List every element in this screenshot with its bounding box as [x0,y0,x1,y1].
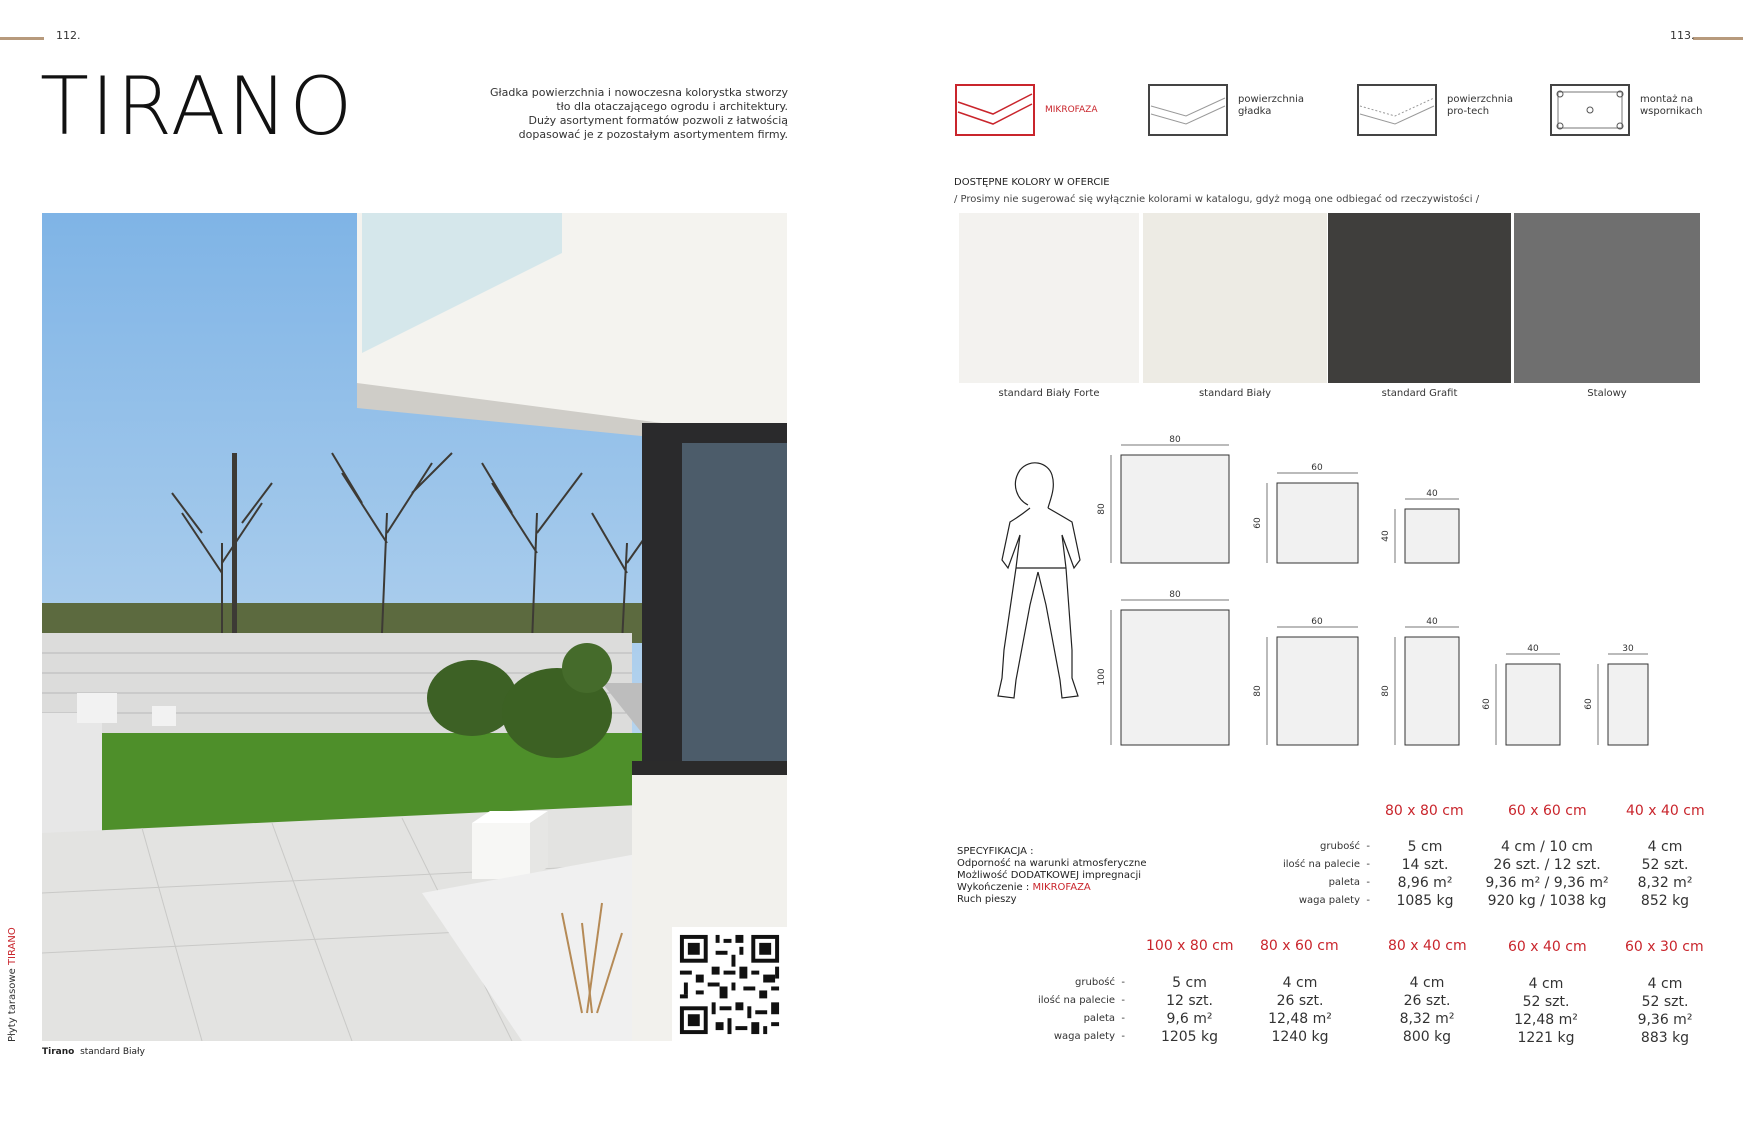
photo-caption: Tirano standard Biały [42,1047,145,1057]
tile-80x80 [1111,445,1229,563]
pro-tech-surface-icon [1357,84,1437,136]
table-1-col-80x80: 5 cm 14 szt. 8,96 m² 1085 kg [1396,839,1454,909]
tile-30x60 [1598,654,1648,745]
smooth-surface-icon [1148,84,1228,136]
table-2-size: 60 x 30 cm [1625,939,1704,955]
tile-60x80 [1267,627,1358,745]
intro-text: Gładka powierzchnia i nowoczesna kolorystka stworzy tło dla otaczającego ogrodu i architektury. Duży asortyment formatów pozwoli z łatwością dopasować je z pozostałym asortymentem firmy. [490,86,788,141]
dim-label: 80 [1381,685,1391,697]
table-1-size: 40 x 40 cm [1626,803,1705,819]
swatch-grafit[interactable] [1328,213,1511,383]
feature-pro-tech-surface [1357,84,1517,136]
swatch-bialy-forte[interactable] [959,213,1139,383]
feature-pro-tech-label: powierzchnia pro-tech [1447,94,1514,117]
dimensions-diagram [980,430,1660,760]
dim-label: 40 [1381,530,1391,542]
table-1-col-40x40: 4 cm 52 szt. 8,32 m² 852 kg [1637,839,1693,909]
swatch-bialy[interactable] [1143,213,1327,383]
page-number-left: 112. [56,29,81,42]
tile-40x80 [1395,627,1459,745]
swatch-label-bialy-forte: standard Biały Forte [998,388,1100,399]
terrace-photo-illustration [42,213,787,1041]
specification: SPECYFIKACJA : Odporność na warunki atmosferyczne Możliwość DODATKOWEJ impregnacji Wykończenie : MIKROFAZA Ruch pieszy [957,846,1147,905]
top-rule-left [0,37,44,40]
table-2-col-60x40: 4 cm 52 szt. 12,48 m² 1221 kg [1514,976,1578,1046]
feature-microbevel: MIKROFAZA [955,84,1105,136]
table-2-col-80x60: 4 cm 26 szt. 12,48 m² 1240 kg [1268,975,1332,1045]
table-2-size: 100 x 80 cm [1146,938,1234,954]
feature-smooth-label: powierzchnia gładka [1238,94,1305,117]
table-2-row-labels: grubość - ilość na palecie - paleta - waga palety - [1037,977,1125,1042]
dim-label: 80 [1169,590,1181,600]
swatch-label-bialy: standard Biały [1198,388,1272,399]
dim-label: 40 [1426,617,1438,627]
swatch-label-stalowy: Stalowy [1587,388,1627,399]
feature-pedestal-mount [1550,84,1720,136]
table-2-col-80x40: 4 cm 26 szt. 8,32 m² 800 kg [1399,975,1455,1045]
table-1-size: 60 x 60 cm [1508,803,1587,819]
table-2-size: 80 x 40 cm [1388,938,1467,954]
dim-label: 60 [1584,698,1594,710]
tile-60x60 [1267,473,1358,563]
tile-40x60 [1496,654,1560,745]
qr-code[interactable] [672,927,787,1042]
person-silhouette [998,463,1080,698]
dim-label: 30 [1622,644,1634,654]
page-number-right: 113. [1670,29,1695,42]
colors-note: / Prosimy nie sugerować się wyłącznie kolorami w katalogu, gdyż mogą one odbiegać od rzeczywistości / [954,194,1480,205]
dim-label: 60 [1482,698,1492,710]
dim-label: 40 [1527,644,1539,654]
table-2-col-100x80: 5 cm 12 szt. 9,6 m² 1205 kg [1160,975,1219,1045]
dim-label: 60 [1311,617,1323,627]
table-1-row-labels: grubość - ilość na palecie - paleta - waga palety - [1282,841,1370,906]
feature-smooth-surface [1148,84,1308,136]
table-1-size: 80 x 80 cm [1385,803,1464,819]
product-photo [42,213,787,1041]
dim-label: 60 [1253,517,1263,529]
tile-80x100 [1111,600,1229,745]
swatch-stalowy[interactable] [1514,213,1700,383]
table-2-size: 60 x 40 cm [1508,939,1587,955]
tile-40x40 [1395,499,1459,563]
qr-code-icon [672,927,787,1042]
dim-label: 100 [1097,668,1107,686]
dim-label: 80 [1253,685,1263,697]
side-label: Płyty tarasowe TIRANO [7,927,18,1042]
pedestal-mount-icon [1550,84,1630,136]
page-title: TIRANO [40,60,355,153]
swatch-label-grafit: standard Grafit [1381,388,1458,399]
dim-label: 80 [1097,503,1107,515]
dim-label: 80 [1169,435,1181,445]
microbevel-icon [955,84,1035,136]
feature-pedestal-label: montaż na wspornikach [1640,94,1703,117]
table-2-col-60x30: 4 cm 52 szt. 9,36 m² 883 kg [1637,976,1693,1046]
colors-heading: DOSTĘPNE KOLORY W OFERCIE [954,177,1110,188]
dim-label: 60 [1311,463,1323,473]
table-1-col-60x60: 4 cm / 10 cm 26 szt. / 12 szt. 9,36 m² / 9,36 m² 920 kg / 1038 kg [1485,839,1609,909]
top-rule-right [1693,37,1743,40]
table-2-size: 80 x 60 cm [1260,938,1339,954]
dim-label: 40 [1426,489,1438,499]
